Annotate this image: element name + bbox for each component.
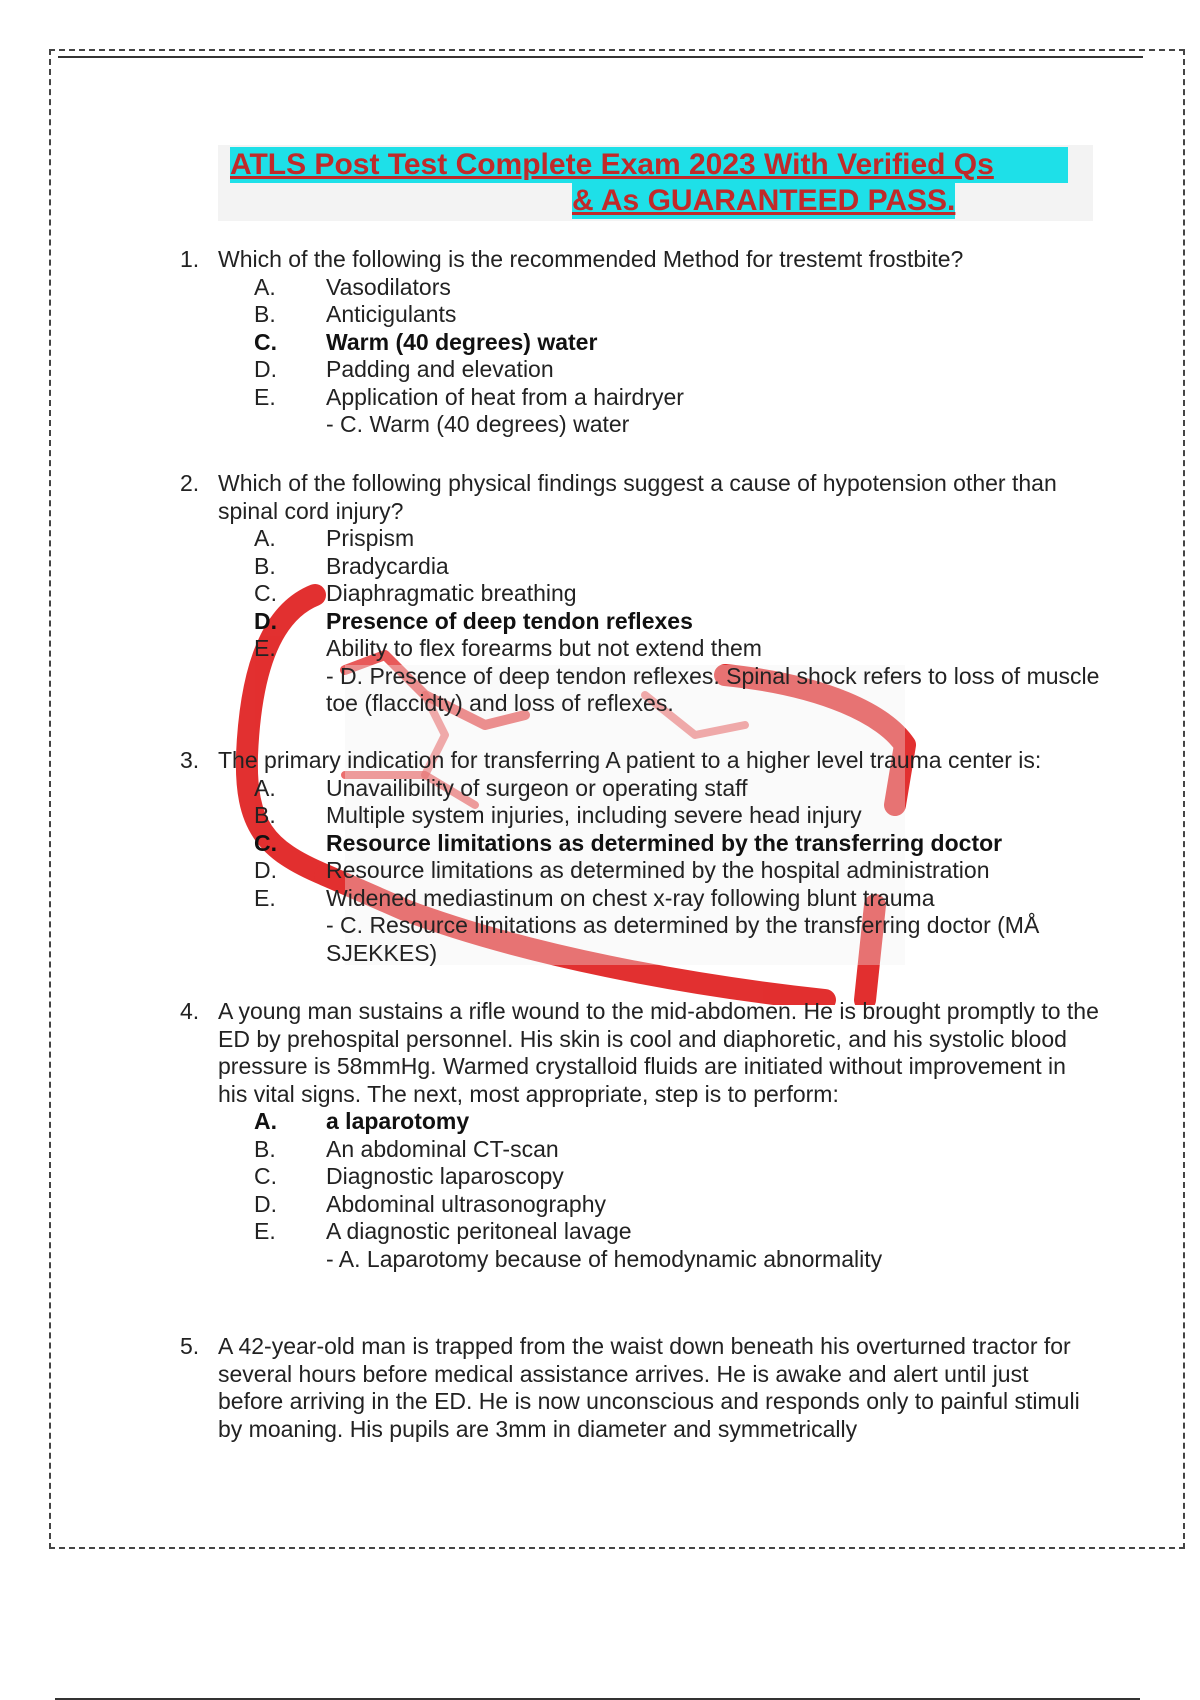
option: [180, 274, 1100, 302]
option-letter: E.: [254, 884, 276, 911]
answer-explanation: - A. Laparotomy because of hemodynamic abnormality: [326, 1245, 883, 1272]
answer-explanation: - C. Resource limitations as determined by the transferring doctor (MÅ SJEKKES): [326, 912, 1040, 966]
option-letter: B.: [254, 1135, 276, 1162]
option-correct: [180, 1108, 1100, 1136]
option-correct: [180, 608, 1100, 636]
option-text: Anticigulants: [326, 301, 457, 327]
option: [180, 1163, 1100, 1191]
option-letter: E.: [254, 1218, 276, 1244]
question-4: [180, 998, 1100, 1273]
option-letter: A.: [254, 1108, 277, 1134]
option: [180, 1191, 1100, 1219]
option-text: Vasodilators: [326, 273, 451, 300]
option-letter: D.: [254, 857, 277, 883]
option-text: Ability to flex forearms but not extend them: [326, 635, 762, 661]
option: [180, 857, 1100, 885]
question-text: A young man sustains a rifle wound to the mid-abdomen. He is brought promptly to the ED by prehospital personnel. His skin is cool and diaphoretic, and his systolic blood pressure is 58mmHg. Warmed crystalloid fluids are initiated without improvement in his vital signs. The next, most appropriate, step is to perform:: [218, 998, 1099, 1107]
option-text: Resource limitations as determined by the hospital administration: [326, 857, 990, 883]
option: [180, 885, 1100, 913]
option: [180, 301, 1100, 329]
option-letter: D.: [254, 607, 277, 634]
option-letter: C.: [254, 829, 277, 856]
document-title: [218, 145, 1093, 221]
option-text: An abdominal CT-scan: [326, 1135, 559, 1162]
option-letter: C.: [254, 1163, 277, 1189]
header-rule: [58, 56, 1143, 58]
option-text: Diagnostic laparoscopy: [326, 1163, 564, 1189]
option-text: Application of heat from a hairdryer: [326, 383, 684, 410]
option: [180, 1136, 1100, 1164]
option-letter: C.: [254, 580, 277, 606]
question-number: 2.: [180, 470, 200, 496]
question-number: 3.: [180, 747, 200, 773]
question-number: 4.: [180, 998, 200, 1024]
option-correct: [180, 329, 1100, 357]
option-text: Bradycardia: [326, 552, 449, 579]
question-5: [180, 1333, 1100, 1443]
answer-explanation: - D. Presence of deep tendon reflexes. Spinal shock refers to loss of muscle toe (flaccidty) and loss of reflexes.: [326, 662, 1100, 716]
question-text: Which of the following is the recommended Method for trestemt frostbite?: [218, 246, 964, 272]
option-letter: E.: [254, 383, 276, 410]
option-text: Multiple system injuries, including severe head injury: [326, 802, 862, 828]
option-text: a laparotomy: [326, 1108, 470, 1134]
question-text: A 42-year-old man is trapped from the waist down beneath his overturned tractor for several hours before medical assistance arrives. He is awake and alert until just before arriving in the ED. He is now unconscious and responds only to painful stimuli by moaning. His pupils are 3mm in diameter and symmetrically: [218, 1333, 1080, 1442]
option-text: Unavailibility of surgeon or operating staff: [326, 774, 748, 801]
option-text: Resource limitations as determined by the transferring doctor: [326, 829, 1003, 856]
question-text: Which of the following physical findings suggest a cause of hypotension other than spinal cord injury?: [218, 470, 1057, 524]
option-letter: E.: [254, 635, 276, 661]
option-letter: B.: [254, 802, 276, 828]
question-1: [180, 246, 1100, 439]
option: [180, 525, 1100, 553]
option-letter: D.: [254, 1190, 277, 1217]
option: [180, 384, 1100, 412]
option-correct: [180, 830, 1100, 858]
title-line-2: & As GUARANTEED PASS.: [572, 184, 956, 217]
title-line-1: ATLS Post Test Complete Exam 2023 With Verified Qs: [230, 147, 1068, 183]
option: [180, 635, 1100, 663]
question-number: 5.: [180, 1333, 200, 1359]
option: [180, 802, 1100, 830]
option-letter: A.: [254, 273, 276, 300]
question-3: [180, 747, 1100, 967]
option-text: Padding and elevation: [326, 356, 554, 382]
option-text: Warm (40 degrees) water: [326, 328, 598, 355]
option-letter: D.: [254, 356, 277, 382]
option: [180, 775, 1100, 803]
option-letter: A.: [254, 525, 276, 551]
option-text: Prispism: [326, 525, 415, 551]
option: [180, 553, 1100, 581]
option-letter: B.: [254, 301, 276, 327]
option: [180, 1218, 1100, 1246]
question-number: 1.: [180, 246, 200, 272]
option-text: A diagnostic peritoneal lavage: [326, 1218, 632, 1244]
option-letter: B.: [254, 552, 276, 579]
option-text: Widened mediastinum on chest x-ray following blunt trauma: [326, 884, 935, 911]
option-letter: C.: [254, 328, 277, 355]
option: [180, 356, 1100, 384]
option-letter: A.: [254, 774, 276, 801]
option-text: Diaphragmatic breathing: [326, 580, 577, 606]
answer-explanation: - C. Warm (40 degrees) water: [326, 411, 630, 437]
option-text: Abdominal ultrasonography: [326, 1190, 607, 1217]
option: [180, 580, 1100, 608]
question-text: The primary indication for transferring A patient to a higher level trauma center is:: [218, 747, 1042, 773]
question-2: [180, 470, 1100, 718]
option-text: Presence of deep tendon reflexes: [326, 607, 693, 634]
